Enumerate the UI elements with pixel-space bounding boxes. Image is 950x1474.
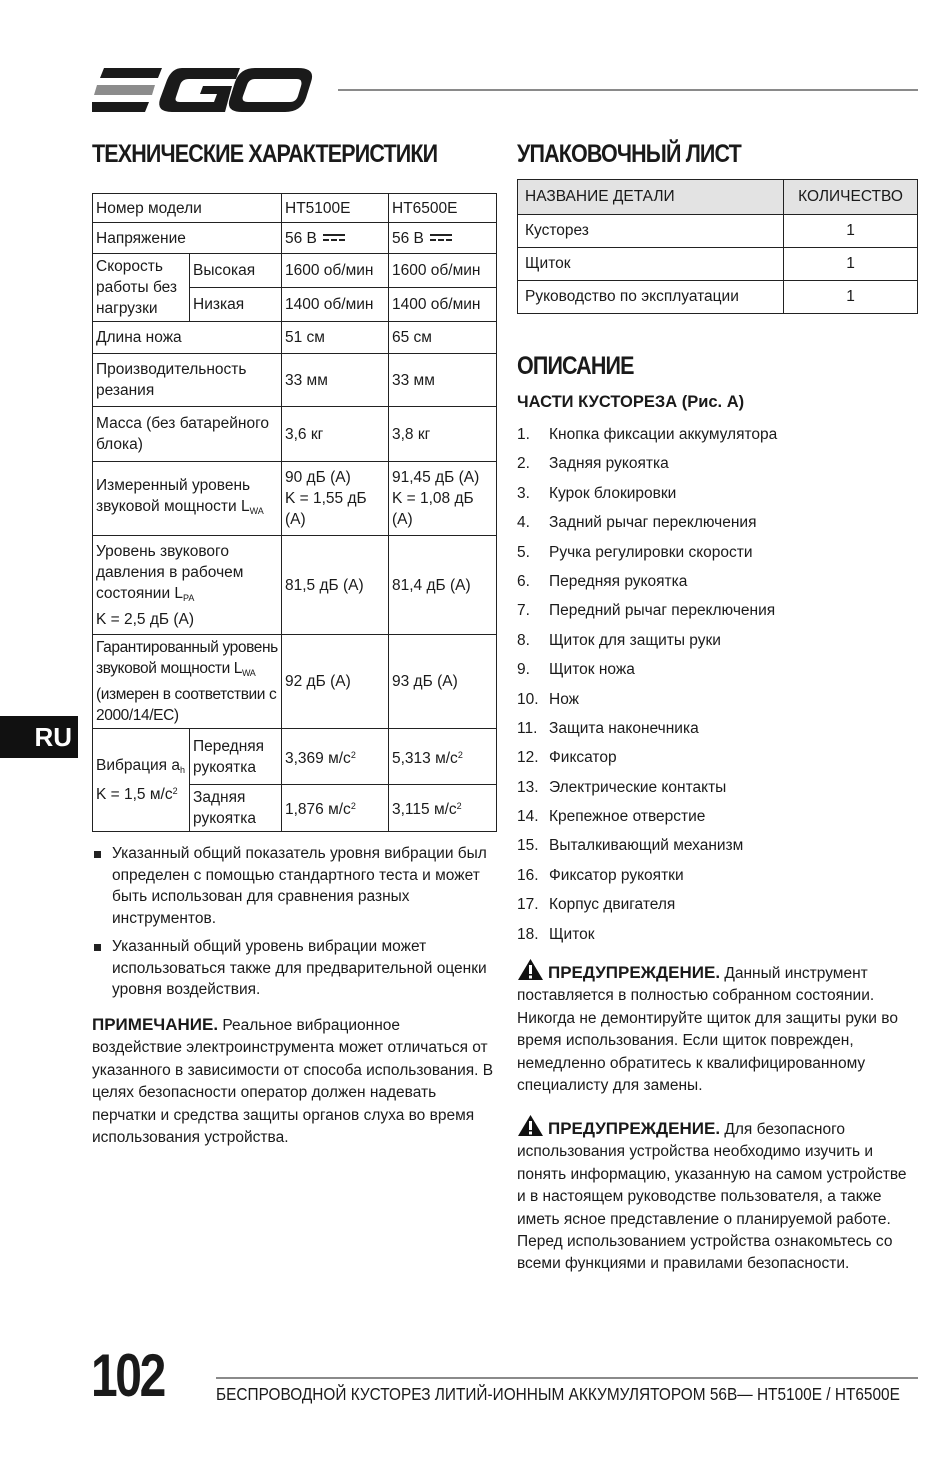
warning-label: ПРЕДУПРЕЖДЕНИЕ. <box>548 1119 721 1138</box>
vibration-notes <box>92 843 492 1008</box>
glwa-b: 93 дБ (A) <box>389 635 497 729</box>
part-qty: 1 <box>784 215 918 248</box>
language-tab <box>0 716 78 758</box>
part-name: Руководство по эксплуатации <box>518 281 784 314</box>
part-number: 11. <box>517 719 538 737</box>
lwa-b-cell <box>389 462 497 536</box>
glwa-label: Гарантированный уровень звуковой мощности L <box>96 639 278 677</box>
bullet-text: Указанный общий показатель уровня вибрации был определен с помощью стандартного теста и может быть использован для сравнения разных инструментов. <box>112 845 487 927</box>
column-header-qty: КОЛИЧЕСТВО <box>784 180 918 215</box>
vib-front-a-sup: 2 <box>350 749 356 760</box>
list-item <box>517 655 777 684</box>
page-number: 102 <box>91 1342 164 1409</box>
blade-b: 65 см <box>389 322 497 354</box>
specs-title: ТЕХНИЧЕСКИЕ ХАРАКТЕРИСТИКИ <box>92 140 438 168</box>
lwa-b-value: 91,45 дБ (A) <box>392 469 480 486</box>
warning-triangle-icon <box>517 958 544 981</box>
vib-front-b: 5,313 м/с <box>392 749 458 767</box>
bullet-square-icon <box>94 944 101 951</box>
table-row <box>518 281 918 314</box>
part-number: 18. <box>517 925 539 943</box>
part-number: 13. <box>517 778 539 796</box>
part-label: Крепежное отверстие <box>549 808 706 826</box>
part-number: 4. <box>517 514 530 532</box>
bullet-text: Указанный общий уровень вибрации может использоваться также для предварительной оценки уровня воздействия. <box>112 938 487 998</box>
voltage-a-cell <box>282 223 389 254</box>
part-label: Передний рычаг переключения <box>549 602 776 620</box>
speed-label: Скорость работы без нагрузки <box>93 254 190 322</box>
list-item <box>517 449 777 478</box>
table-row <box>518 215 918 248</box>
list-item <box>92 936 492 1001</box>
column-header-name: НАЗВАНИЕ ДЕТАЛИ <box>518 180 784 215</box>
cut-b: 33 мм <box>389 354 497 407</box>
lpa-k: K = 2,5 дБ (A) <box>96 610 195 628</box>
vib-k-sup: 2 <box>172 786 178 796</box>
vib-rear-a: 1,876 м/с <box>285 801 351 818</box>
vib-front-b-sup: 2 <box>457 749 463 760</box>
note-label: ПРИМЕЧАНИЕ. <box>92 1015 219 1034</box>
voltage-label: Напряжение <box>93 223 282 254</box>
parts-list <box>517 420 777 949</box>
vib-label: Вибрация a <box>96 757 180 774</box>
list-item <box>517 538 777 567</box>
part-number: 1. <box>517 426 530 443</box>
language-tab-label: RU <box>34 722 72 752</box>
vib-front-a: 3,369 м/с <box>285 749 351 767</box>
list-item <box>517 596 777 625</box>
list-item <box>517 890 777 919</box>
warning-triangle-icon <box>517 1114 544 1137</box>
list-item <box>517 743 777 772</box>
lwa-label-cell <box>93 462 282 536</box>
lwa-a-k: K = 1,55 дБ (A) <box>285 490 367 528</box>
lpa-b: 81,4 дБ (A) <box>389 536 497 635</box>
model-a: HT5100E <box>282 194 389 223</box>
vib-k: K = 1,5 м/с <box>96 786 173 803</box>
part-name: Кусторез <box>518 215 784 248</box>
cut-label: Производительность резания <box>93 354 282 407</box>
part-label: Щиток <box>549 925 595 943</box>
part-number: 6. <box>517 572 530 590</box>
footer-rule <box>216 1377 918 1379</box>
lwa-label: Измеренный уровень звуковой мощности L <box>96 477 251 515</box>
warning-text: Данный инструмент поставляется в полностью собранном состоянии. Никогда не демонтируйте щиток для защиты руки во время использования. Если щиток поврежден, немедленно обратитесь к квалифицированному специалисту для замены. <box>517 965 898 1095</box>
vib-rear-b-sup: 2 <box>456 801 462 811</box>
vib-rear-a-cell <box>282 785 389 832</box>
table-row <box>93 462 497 536</box>
header-rule <box>338 89 918 91</box>
speed-high-a: 1600 об/мин <box>282 254 389 288</box>
blade-a: 51 см <box>282 322 389 354</box>
lpa-sub: PA <box>183 592 195 603</box>
part-number: 10. <box>517 690 539 708</box>
list-item <box>517 920 777 949</box>
voltage-a: 56 В <box>285 229 317 247</box>
table-row <box>93 322 497 354</box>
part-number: 9. <box>517 661 530 679</box>
lpa-label: Уровень звукового давления в рабочем состоянии L <box>96 542 244 602</box>
part-label: Передняя рукоятка <box>549 572 688 590</box>
lpa-a: 81,5 дБ (A) <box>282 536 389 635</box>
part-number: 5. <box>517 543 530 561</box>
mass-label: Масса (без батарейного блока) <box>93 407 282 462</box>
vib-front-label: Передняя рукоятка <box>190 729 282 785</box>
mass-b: 3,8 кг <box>389 407 497 462</box>
list-item <box>517 626 777 655</box>
model-label: Номер модели <box>93 194 282 223</box>
lwa-a-value: 90 дБ (A) <box>285 469 351 486</box>
part-label: Щиток ножа <box>549 661 635 679</box>
description-title: ОПИСАНИЕ <box>517 352 634 380</box>
glwa-sub: WA <box>242 668 256 678</box>
voltage-b-cell <box>389 223 497 254</box>
list-item <box>517 861 777 890</box>
dc-current-icon <box>430 234 452 242</box>
parts-subtitle: ЧАСТИ КУСТОРЕЗА (Рис. А) <box>517 393 745 411</box>
model-b: HT6500E <box>389 194 497 223</box>
part-label: Ручка регулировки скорости <box>549 543 753 561</box>
speed-low-label: Низкая <box>190 288 282 322</box>
part-label: Задняя рукоятка <box>549 455 669 473</box>
table-row <box>93 407 497 462</box>
warning-paragraph <box>517 1114 917 1276</box>
part-qty: 1 <box>784 248 918 281</box>
part-number: 15. <box>517 837 539 855</box>
glwa-label-cell <box>93 635 282 729</box>
speed-high-b: 1600 об/мин <box>389 254 497 288</box>
table-row <box>518 248 918 281</box>
part-label: Фиксатор рукоятки <box>549 866 684 884</box>
note-text: Реальное вибрационное воздействие электроинструмента может отличаться от указанного в зависимости от способа использования. В целях безопасности оператор должен надевать перчатки и средства защиты органов слуха во время использования устройства. <box>92 1017 494 1147</box>
lwa-b-k: K = 1,08 дБ (A) <box>392 490 474 528</box>
packing-table <box>517 179 918 314</box>
vib-rear-label: Задняя рукоятка <box>190 785 282 832</box>
list-item <box>517 420 777 449</box>
ego-logo <box>92 66 314 114</box>
list-item <box>517 802 777 831</box>
mass-a: 3,6 кг <box>282 407 389 462</box>
part-label: Задний рычаг переключения <box>549 514 757 532</box>
table-header-row <box>518 180 918 215</box>
list-item <box>517 714 777 743</box>
list-item <box>517 508 777 537</box>
table-row <box>93 194 497 223</box>
list-item <box>517 479 777 508</box>
table-row <box>93 254 497 288</box>
speed-high-label: Высокая <box>190 254 282 288</box>
vib-front-a-cell <box>282 729 389 785</box>
part-label: Фиксатор <box>549 749 617 767</box>
part-number: 8. <box>517 631 530 649</box>
warning-text: Для безопасного использования устройства необходимо изучить и понять информацию, указанную на самом устройстве и в настоящем руководстве пользователя, а также иметь ясное представление о планируемой работе. Перед использованием устройства ознакомьтесь со всеми функциями и правилами безопасности. <box>517 1121 907 1273</box>
list-item <box>517 773 777 802</box>
part-label: Корпус двигателя <box>549 896 676 914</box>
part-label: Кнопка фиксации аккумулятора <box>549 426 778 443</box>
blade-label: Длина ножа <box>93 322 282 354</box>
vib-sub: h <box>179 765 185 775</box>
specs-table <box>92 193 497 832</box>
part-label: Защита наконечника <box>549 719 699 737</box>
vib-rear-b: 3,115 м/с <box>392 801 457 818</box>
vib-rear-b-cell <box>389 785 497 832</box>
vib-front-b-cell <box>389 729 497 785</box>
table-row <box>93 354 497 407</box>
speed-low-b: 1400 об/мин <box>389 288 497 322</box>
list-item <box>92 843 492 929</box>
part-number: 3. <box>517 484 530 502</box>
part-number: 12. <box>517 749 539 767</box>
glwa-note: (измерен в соответствии с 2000/14/EC) <box>96 686 277 724</box>
lwa-sub: WA <box>249 506 264 516</box>
warning-paragraph <box>517 958 917 1097</box>
bullet-square-icon <box>94 851 101 858</box>
cut-a: 33 мм <box>282 354 389 407</box>
part-label: Электрические контакты <box>549 778 727 796</box>
lpa-label-cell <box>93 536 282 635</box>
table-row <box>93 729 497 785</box>
vib-label-cell <box>93 729 190 832</box>
table-row <box>93 536 497 635</box>
lwa-a-cell <box>282 462 389 536</box>
voltage-b: 56 В <box>392 229 424 247</box>
part-label: Щиток для защиты руки <box>549 631 721 649</box>
part-label: Выталкивающий механизм <box>549 837 744 855</box>
part-qty: 1 <box>784 281 918 314</box>
part-label: Курок блокировки <box>549 484 677 502</box>
part-number: 14. <box>517 808 539 826</box>
part-number: 16. <box>517 866 539 884</box>
part-name: Щиток <box>518 248 784 281</box>
part-number: 2. <box>517 455 530 473</box>
list-item <box>517 831 777 860</box>
warning-label: ПРЕДУПРЕЖДЕНИЕ. <box>548 963 721 982</box>
part-label: Нож <box>549 690 580 708</box>
footer-text: БЕСПРОВОДНОЙ КУСТОРЕЗ ЛИТИЙ-ИОННЫМ АККУМУЛЯТОРОМ 56В— HT5100E / HT6500E <box>216 1384 900 1404</box>
dc-current-icon <box>323 234 345 242</box>
part-number: 7. <box>517 602 530 620</box>
vib-rear-a-sup: 2 <box>350 801 356 811</box>
packing-title: УПАКОВОЧНЫЙ ЛИСТ <box>517 140 741 168</box>
speed-low-a: 1400 об/мин <box>282 288 389 322</box>
table-row <box>93 223 497 254</box>
list-item <box>517 685 777 714</box>
table-row <box>93 635 497 729</box>
note-paragraph <box>92 1014 494 1149</box>
glwa-a: 92 дБ (A) <box>282 635 389 729</box>
list-item <box>517 567 777 596</box>
part-number: 17. <box>517 896 539 914</box>
